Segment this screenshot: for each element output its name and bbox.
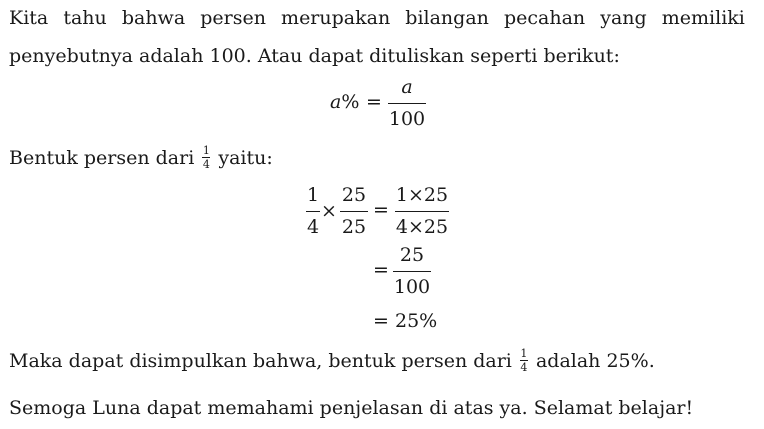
derivation-fraction-1 [306, 184, 320, 238]
inline-fraction-denominator: 4 [202, 157, 210, 171]
definition-lhs [330, 91, 359, 113]
fraction-numerator: 1 [306, 184, 320, 206]
equals-sign: = [373, 199, 389, 221]
form-line [9, 143, 273, 172]
derivation-fraction-3 [395, 184, 449, 238]
intro-word: tahu [63, 7, 107, 29]
fraction-bar [393, 271, 431, 272]
conclusion-after: adalah 25%. [529, 350, 655, 372]
equals-sign: = [373, 259, 389, 281]
fraction-denominator: 100 [388, 108, 426, 130]
fraction-numerator: a [401, 76, 413, 98]
times-sign: × [321, 200, 337, 222]
definition-pct: % [341, 91, 360, 113]
fraction-bar [395, 211, 449, 212]
conclusion-before: Maka dapat disimpulkan bahwa, bentuk persen dari [9, 350, 518, 372]
fraction-numerator: 25 [399, 244, 425, 266]
fraction-numerator: 25 [341, 184, 367, 206]
inline-fraction [520, 348, 528, 373]
derivation-fraction-2 [340, 184, 368, 238]
intro-word: Kita [9, 7, 49, 29]
intro-line-2: penyebutnya adalah 100. Atau dapat dituliskan seperti berikut: [9, 45, 620, 67]
fraction-denominator: 25 [341, 216, 367, 238]
fraction-bar [388, 103, 426, 104]
fraction-numerator: 1×25 [395, 184, 449, 206]
inline-fraction-numerator: 1 [520, 346, 528, 360]
equals-sign: = [373, 310, 389, 332]
derivation-fraction-4 [393, 244, 431, 298]
conclusion-line [9, 346, 655, 375]
intro-line-1 [9, 6, 745, 30]
fraction-denominator: 4×25 [395, 216, 449, 238]
definition-fraction [388, 76, 426, 130]
form-line-before: Bentuk persen dari [9, 147, 201, 169]
result-value: 25% [395, 310, 438, 332]
intro-word: bahwa [121, 7, 186, 29]
intro-word: yang [600, 7, 647, 29]
inline-fraction-denominator: 4 [520, 360, 528, 374]
form-line-after: yaitu: [212, 147, 273, 169]
fraction-denominator: 4 [306, 216, 320, 238]
inline-fraction-numerator: 1 [202, 143, 210, 157]
fraction-bar [340, 211, 368, 212]
intro-word: pecahan [503, 7, 586, 29]
intro-word: merupakan [281, 7, 391, 29]
fraction-bar [306, 211, 320, 212]
intro-word: bilangan [405, 7, 489, 29]
fraction-denominator: 100 [393, 276, 431, 298]
inline-fraction [202, 145, 210, 170]
intro-word: persen [200, 7, 266, 29]
definition-var: a [330, 91, 342, 113]
definition-equals: = [366, 91, 382, 113]
intro-word: memiliki [661, 7, 745, 29]
closing-line: Semoga Luna dapat memahami penjelasan di atas ya. Selamat belajar! [9, 397, 694, 419]
